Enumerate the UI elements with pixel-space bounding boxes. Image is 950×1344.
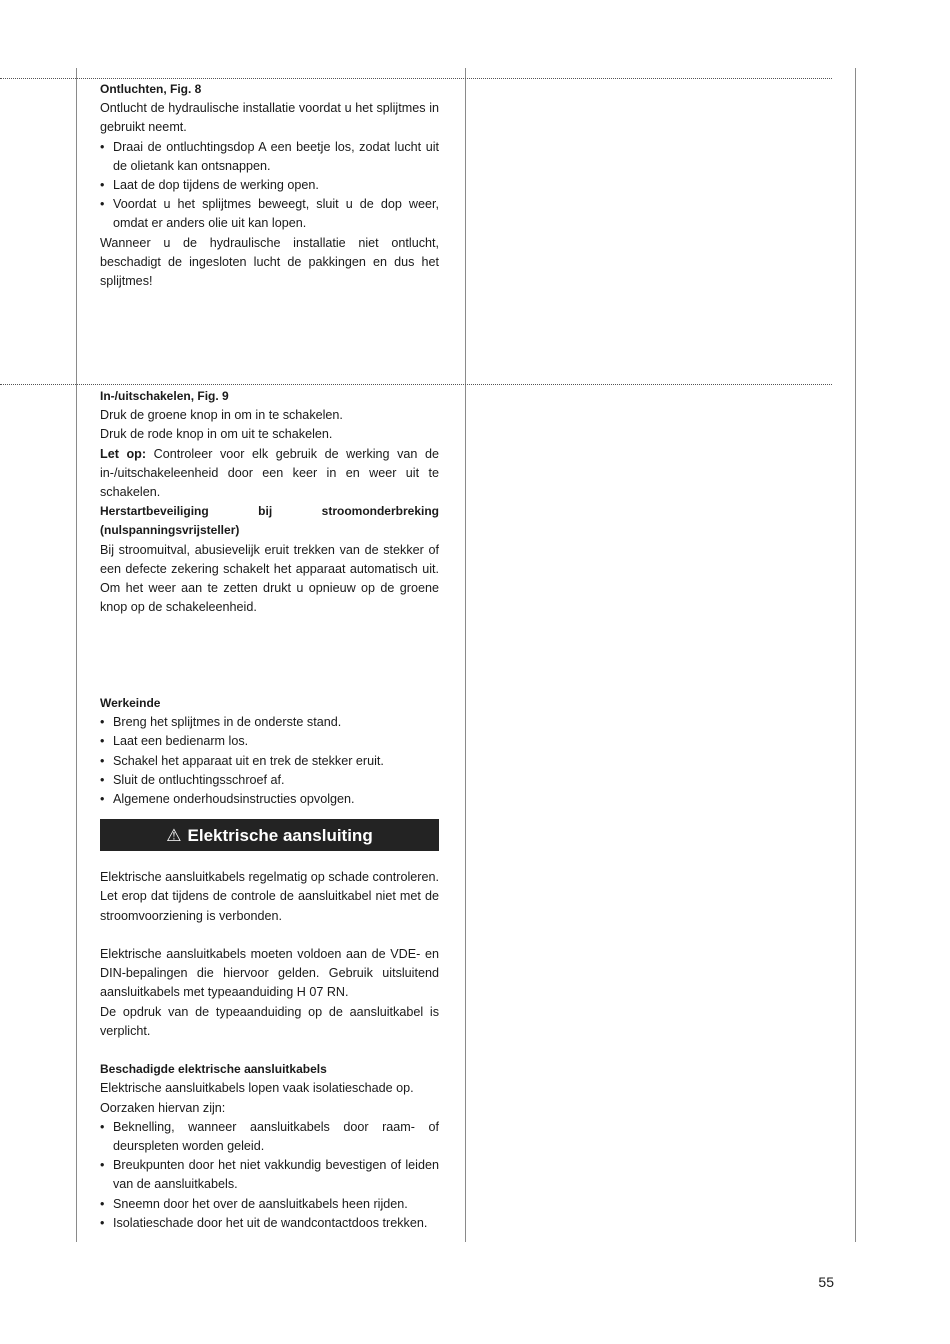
list-item: • Breukpunten door het niet vakkundig bevestigen of leiden van de aansluitkabels. <box>100 1156 439 1194</box>
banner-title: Elektrische aansluiting <box>187 825 373 845</box>
section-divider-top <box>0 78 832 79</box>
paragraph: Elektrische aansluitkabels lopen vaak isolatieschade op. <box>100 1081 414 1096</box>
list-item: • Sneemn door het over de aansluitkabels heen rijden. <box>100 1195 439 1214</box>
column-rule-left <box>76 68 77 1242</box>
note-text: Controleer voor elk gebruik de werking van de in-/uitschakeleenheid door een keer in en weer uit te schakelen. <box>100 446 439 500</box>
section-divider-middle <box>0 384 832 385</box>
list-item: • Draai de ontluchtingsdop A een beetje los, zodat lucht uit de olietank kan ontsnappen. <box>100 138 439 176</box>
paragraph: Ontlucht de hydraulische installatie voordat u het splijtmes in gebruikt neemt. <box>100 101 439 135</box>
subheading: Herstartbeveiliging bij stroomonderbreking (nulspanningsvrijsteller) <box>100 504 439 538</box>
section-heading: Ontluchten, Fig. 8 <box>100 82 202 96</box>
page-number: 55 <box>818 1274 834 1290</box>
list-item: • Sluit de ontluchtingsschroef af. <box>100 771 439 790</box>
subheading: Beschadigde elektrische aansluitkabels <box>100 1062 327 1077</box>
list-item: • Beknelling, wanneer aansluitkabels door raam- of deurspleten worden geleid. <box>100 1118 439 1156</box>
section-heading: In-/uitschakelen, Fig. 9 <box>100 389 229 403</box>
section-heading: Werkeinde <box>100 696 161 710</box>
section-ontluchten <box>100 80 439 291</box>
column-rule-right <box>855 68 856 1242</box>
section-banner-elektrische-aansluiting <box>100 819 439 851</box>
warning-triangle-icon: ⚠ <box>166 825 182 845</box>
paragraph: Elektrische aansluitkabels regelmatig op schade controleren. Let erop dat tijdens de controle de aansluitkabel niet met de stroomvoorziening is verbonden. <box>100 870 439 923</box>
paragraph: Oorzaken hiervan zijn: <box>100 1100 226 1115</box>
list-item: • Breng het splijtmes in de onderste stand. <box>100 713 439 732</box>
list-item: • Isolatieschade door het uit de wandcontactdoos trekken. <box>100 1214 439 1233</box>
bullet-list <box>100 138 439 234</box>
note-paragraph <box>100 445 439 503</box>
note-label: Let op: <box>100 446 147 461</box>
paragraph: Druk de rode knop in om uit te schakelen. <box>100 427 333 442</box>
list-item: • Schakel het apparaat uit en trek de stekker eruit. <box>100 752 439 771</box>
paragraph: Bij stroomuitval, abusievelijk eruit trekken van de stekker of een defecte zekering schakelt het apparaat automatisch uit. Om het weer aan te zetten drukt u opnieuw op de groene knop op de schakeleenheid. <box>100 542 439 615</box>
bullet-list <box>100 1118 439 1233</box>
paragraph: Elektrische aansluitkabels moeten voldoen aan de VDE- en DIN-bepalingen die hiervoor gelden. Gebruik uitsluitend aansluitkabels met typeaanduiding H 07 RN. <box>100 947 439 1000</box>
column-rule-middle <box>465 68 466 1242</box>
paragraph: Druk de groene knop in om in te schakelen. <box>100 408 343 423</box>
section-schakelen <box>100 387 439 617</box>
list-item: • Laat een bedienarm los. <box>100 732 439 751</box>
paragraph: De opdruk van de typeaanduiding op de aansluitkabel is verplicht. <box>100 1004 439 1038</box>
list-item: • Laat de dop tijdens de werking open. <box>100 176 439 195</box>
bullet-list <box>100 713 439 809</box>
paragraph: Wanneer u de hydraulische installatie niet ontlucht, beschadigt de ingesloten lucht de pakkingen en dus het splijtmes! <box>100 235 439 289</box>
section-werkeinde <box>100 694 439 1233</box>
list-item: • Voordat u het splijtmes beweegt, sluit u de dop weer, omdat er anders olie uit kan lopen. <box>100 195 439 233</box>
list-item: • Algemene onderhoudsinstructies opvolgen. <box>100 790 439 809</box>
